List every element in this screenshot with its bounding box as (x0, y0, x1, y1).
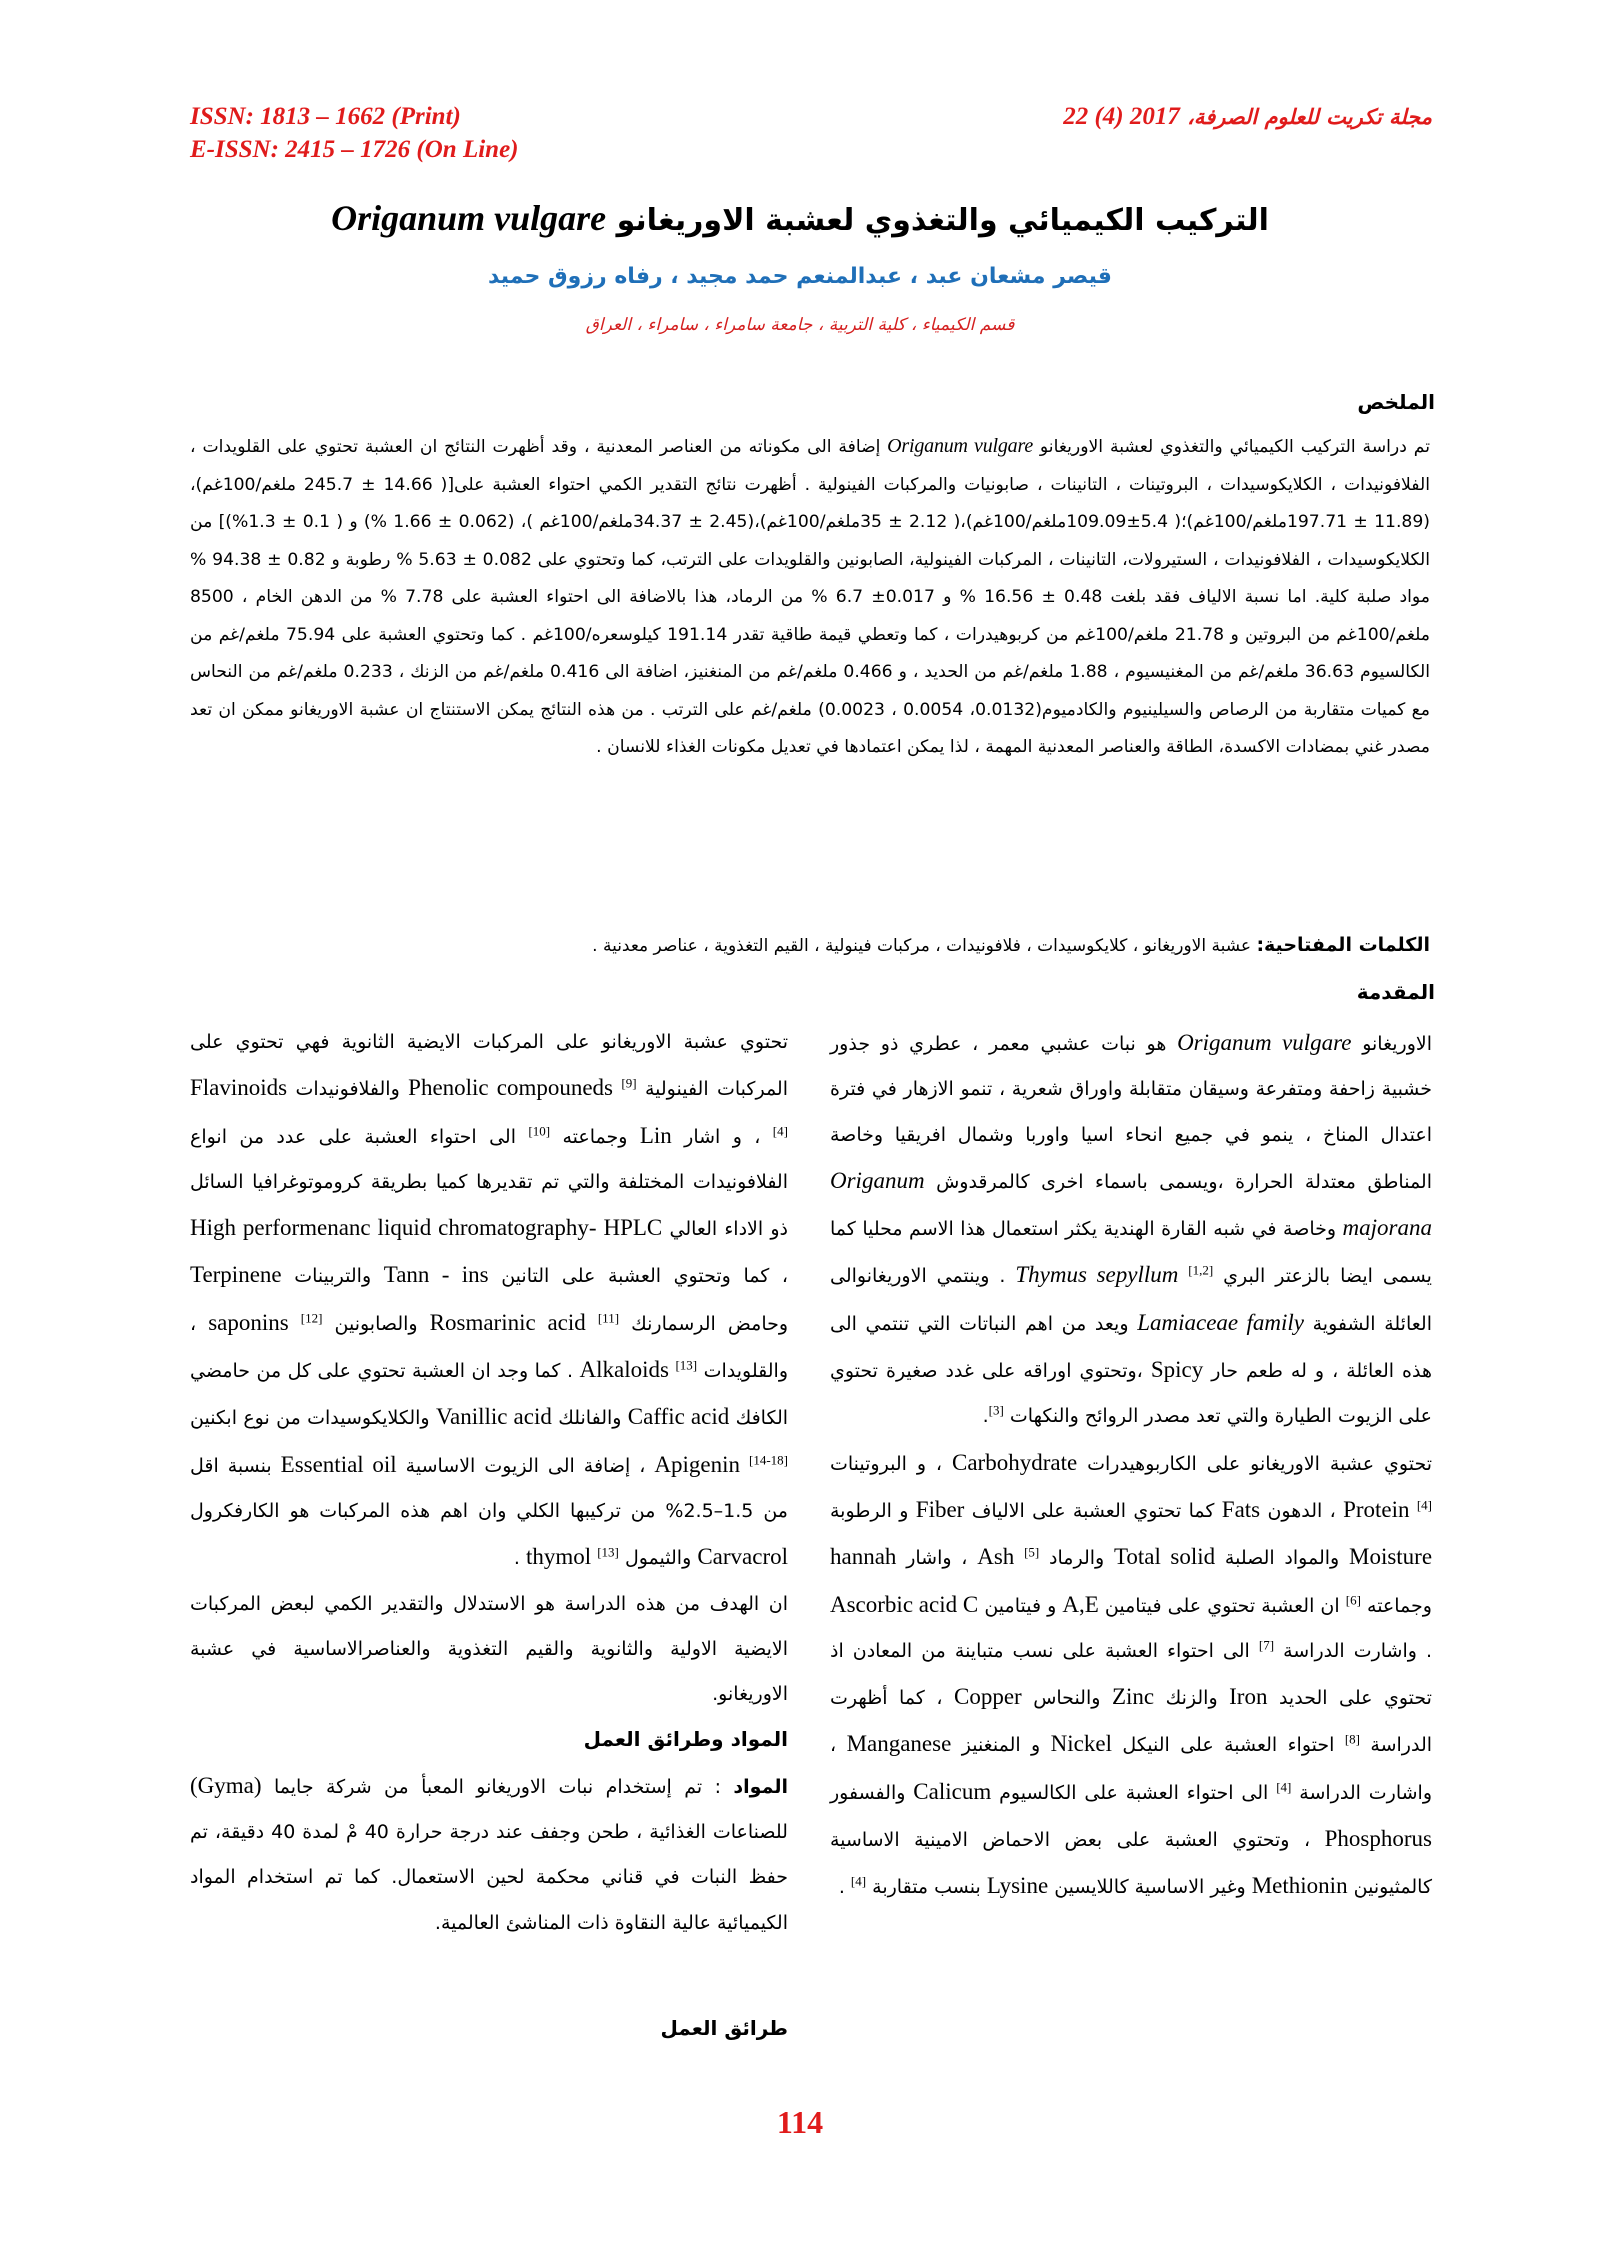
text-run: الى احتواء العشبة على عدد من انواع الفلافونيدات المختلفة والتي تم تقديرها كميا بطريقة كروموتوغرافيا السائل ذو الاداء العالي (190, 1125, 788, 1241)
citation-ref: [11] (597, 1310, 620, 1326)
english-term: Carvacrol (697, 1544, 788, 1570)
english-term: Rosmarinic acid (429, 1309, 586, 1335)
english-term: Nickel (1050, 1731, 1112, 1757)
text-run: ، واشارت الدراسة (830, 1734, 1432, 1804)
methods-heading: المواد وطرائق العمل (583, 1727, 788, 1752)
text-run: : تم إستخدام نبات الاوريغانو المعبأ من شركة جايما (273, 1775, 721, 1798)
text-run: ، واشار (906, 1547, 968, 1570)
text-run: و فيتامين (984, 1594, 1057, 1617)
text-run: وجماعته (1367, 1594, 1432, 1617)
citation-ref: [4] (1276, 1779, 1292, 1795)
text-run: والكلايكوسيدات من نوع ابكنين (190, 1407, 430, 1430)
species-name: Origanum majorana (830, 1167, 1432, 1241)
english-term: Tann - ins (383, 1262, 489, 1288)
english-term: Essential oil (280, 1451, 397, 1477)
text-run: ان العشبة تحتوي على فيتامين (1104, 1594, 1340, 1617)
text-run: و الرطوبة (830, 1499, 909, 1522)
family-name: Lamiaceae family (1137, 1309, 1304, 1335)
english-term: Carbohydrate (952, 1449, 1078, 1475)
english-term: Caffic acid (627, 1404, 730, 1430)
text-run: الى احتواء العشبة على نسب متباينة من المعادن اذ تحتوي على الحديد (830, 1639, 1432, 1710)
issn-block (190, 100, 519, 166)
text-run: والفلافونيدات (295, 1078, 400, 1101)
procedures-heading: طرائق العمل (660, 2015, 788, 2040)
text-run: . وينتمي الاوريغانوالى العائلة الشفوية (830, 1265, 1432, 1335)
english-term: Manganese (846, 1731, 952, 1757)
citation-ref: [6] (1345, 1592, 1361, 1608)
english-term: Lin (639, 1122, 672, 1148)
english-term: Zinc (1111, 1684, 1155, 1710)
text-run: هو نبات عشبي معمر ، عطري ذو جذور خشبية زاحفة ومتفرعة وسيقان متقابلة واوراق شعرية ، تنمو الازهار في فترة اعتدال المناخ ، ينمو في جميع انحاء اسيا واوربا وشمال افريقيا وخاصة المناطق معتدلة الحرارة ،ويسمى باسماء اخرى كالمرقدوش (830, 1033, 1432, 1193)
citation-ref: [7] (1258, 1637, 1275, 1653)
text-run: . (513, 1547, 520, 1570)
english-term: Phenolic compouneds (408, 1075, 613, 1101)
text-run: والفسفور (830, 1781, 906, 1804)
text-run: كما تحتوي العشبة على الالياف (971, 1499, 1215, 1522)
citation-ref: [13] (675, 1357, 698, 1373)
english-term: (Gyma) (190, 1772, 262, 1798)
authors: قيصر مشعان عبد ، عبدالمنعم حمد مجيد ، رفاه رزوق حميد (488, 264, 1112, 289)
text-run: الى احتواء العشبة على الكالسيوم (999, 1781, 1269, 1804)
keywords-text: عشبة الاوريغانو ، كلايكوسيدات ، فلافونيدات ، مركبات فينولية ، القيم التغذوية ، عناصر معدنية . (592, 936, 1252, 956)
introduction-left-column (190, 1020, 788, 2051)
english-term: Ash (977, 1544, 1015, 1570)
text-run: . كما وجد ان العشبة تحتوي على كل من حامضي الكافك (190, 1360, 789, 1430)
text-run: والصابونين (334, 1312, 418, 1335)
page-number: 114 (776, 2104, 824, 2140)
text-run: بنسب متقاربة (872, 1876, 981, 1899)
english-term: Iron (1229, 1684, 1268, 1710)
text-run: والزنك (1165, 1687, 1218, 1710)
english-term: Protein (1343, 1496, 1410, 1522)
keywords-label: الكلمات المفتاحية: (1256, 934, 1430, 956)
english-term: saponins (208, 1309, 289, 1335)
citation-ref: [5] (1024, 1544, 1040, 1560)
abstract-text: تم دراسة التركيب الكيميائي والتغذوي لعشبة الاوريغانو (1039, 437, 1431, 457)
english-term: Alkaloids (579, 1357, 669, 1383)
citation-ref: [3] (988, 1403, 1004, 1419)
introduction-right-column: الاوريغانو Origanum vulgare هو نبات عشبي معمر ، عطري ذو جذور خشبية زاحفة ومتفرعة وسيقان متقابلة واوراق شعرية ، تنمو الازهار في فترة اعتدال المناخ ، ينمو في جميع انحاء اسيا واوربا وشمال افريقيا وخاصة المناطق معتدلة الحرارة ،ويسمى باسماء اخرى كالمرقدوش Origanum majorana وخاصة في شبه القارة الهندية يكثر استعمال هذا الاسم محليا كما يسمى ايضا بالزعتر البري Thymus sepyllum [1,2] . وينتمي الاوريغانوالى العائلة الشفوية Lamiaceae family ويعد من اهم النباتات التي تنتمي الى هذه العائلة ، و له طعم حار Spicy ،وتحتوي اوراقه على غدد صغيرة تحتوي على الزيوت الطيارة والتي تعد مصدر الروائح والنكهات [3]. تحتوي عشبة الاوريغانو على الكاربوهيدرات Carbohydrate ، و البروتينات Protein [4] ، الدهون Fats كما تحتوي العشبة على الالياف Fiber و الرطوبة Moisture والمواد الصلبة Total solid والرماد Ash [5] ، واشار hannah وجماعته [6] ان العشبة تحتوي على فيتامين A,E و فيتامين Ascorbic acid C . واشارت الدراسة [7] الى احتواء العشبة على نسب متباينة من المعادن اذ تحتوي على الحديد Iron والزنك Zinc والنحاس Copper ، كما أظهرت الدراسة [8] احتواء العشبة على النيكل Nickel و المنغنيز Manganese ، واشارت الدراسة [4] الى احتواء العشبة على الكالسيوم Calicum والفسفور Phosphorus ، وتحتوي العشبة على بعض الاحماض الامينية الاساسية كالمثيونين Methionin وغير الاساسية كاللايسين Lysine بنسب متقاربة [4] . (830, 1030, 1433, 1899)
text-run: ، و اشار (684, 1125, 761, 1148)
english-term: Ascorbic acid C (830, 1591, 979, 1617)
english-term: Methionin (1251, 1873, 1348, 1899)
english-term: Calicum (913, 1778, 992, 1804)
journal-citation (1063, 100, 1432, 134)
paper-title (0, 198, 1600, 241)
english-term: Spicy (1150, 1357, 1204, 1383)
english-term: Terpinene (190, 1262, 282, 1288)
text-run: والفانلك (558, 1407, 622, 1430)
issn-print: ISSN: 1813 – 1662 (Print) (190, 103, 461, 130)
text-run: . واشارت الدراسة (1283, 1639, 1432, 1662)
citation-ref: [1,2] (1188, 1263, 1214, 1279)
issn-online: E-ISSN: 2415 – 1726 (On Line) (190, 136, 519, 163)
english-term: Vanillic acid (435, 1404, 552, 1430)
citation-ref: [12] (300, 1310, 323, 1326)
english-term: Fiber (915, 1496, 965, 1522)
english-term: Phosphorus (1324, 1826, 1432, 1852)
english-term: thymol (526, 1544, 592, 1570)
species-name: Origanum vulgare (1177, 1030, 1352, 1055)
citation-ref: [9] (621, 1075, 637, 1091)
text-run: والرماد (1049, 1547, 1105, 1570)
text-run: و المنغنيز (961, 1734, 1041, 1757)
title-arabic: التركيب الكيميائي والتغذوي لعشبة الاوريغانو (616, 203, 1269, 238)
text-run: بنسبة اقل من 1.5–2.5% من تركيبها الكلي وان اهم هذه المركبات هو الكارفكرول (190, 1454, 788, 1522)
text-run: تحتوي عشبة الاوريغانو على الكاربوهيدرات (1087, 1452, 1432, 1475)
text-run: ويعد من اهم النباتات التي تنتمي الى هذه العائلة ، و له طعم حار (830, 1312, 1432, 1383)
affiliation: قسم الكيمياء ، كلية التربية ، جامعة سامراء ، سامراء ، العراق (585, 315, 1015, 335)
english-term: Copper (953, 1684, 1022, 1710)
text-run: ، والقلويدات (190, 1312, 789, 1383)
text-run: . (838, 1876, 845, 1899)
citation-ref: [13] (597, 1544, 619, 1560)
text-run: ، كما وتحتوي العشبة على التانين (501, 1265, 789, 1288)
citation-ref: [8] (1344, 1732, 1360, 1748)
keywords (190, 930, 1430, 961)
english-term: A,E (1062, 1591, 1099, 1617)
species-name: Origanum vulgare (887, 435, 1033, 457)
citation-ref: [10] (528, 1123, 551, 1139)
species-name: Thymus sepyllum (1015, 1262, 1179, 1288)
text-run: ، و البروتينات (830, 1452, 943, 1475)
text-run: احتواء العشبة على النيكل (1122, 1734, 1335, 1757)
materials-label: المواد (733, 1775, 788, 1798)
text-run: ،وتحتوي اوراقه على غدد صغيرة تحتوي على الزيوت الطيارة والتي تعد مصدر الروائح والنكهات (830, 1360, 1432, 1428)
english-term: Moisture (1349, 1544, 1433, 1570)
journal-name: مجلة تكريت للعلوم الصرفة، (1187, 105, 1432, 129)
citation-ref: [4] (772, 1123, 788, 1139)
english-term: hannah (830, 1544, 897, 1570)
english-term: Lysine (986, 1873, 1049, 1899)
english-term: Total solid (1113, 1544, 1216, 1570)
text-run: والتربينات (294, 1265, 372, 1288)
text-run: تحتوي عشبة الاوريغانو على المركبات الايضية الثانوية فهي تحتوي على المركبات الفينولية (190, 1031, 788, 1101)
citation-ref: [14-18] (748, 1452, 788, 1468)
text-run: ، وتحتوي العشبة على بعض الاحماض الامينية الاساسية كالمثيونين (830, 1829, 1432, 1899)
text-run: وخاصة في شبه القارة الهندية يكثر استعمال هذا الاسم محليا كما يسمى ايضا بالزعتر البري (830, 1218, 1432, 1288)
text-run: والمواد الصلبة (1224, 1547, 1340, 1570)
text-run: والنحاس (1033, 1687, 1101, 1710)
text-run: ، الدهون (1267, 1499, 1336, 1522)
text-run: للصناعات الغذائية ، طحن وجفف عند درجة حرارة 40 مْ لمدة 40 دقيقة، تم حفظ النبات في قناني محكمة لحين الاستعمال. كما تم استخدام المواد الكيميائية عالية النقاوة ذات المناشئ العالمية. (190, 1821, 788, 1934)
study-aim: ان الهدف من هذه الدراسة هو الاستدلال والتقدير الكمي لبعض المركبات الايضية الاولية والثانوية والقيم التغذوية والعناصرالاساسية في عشبة الاوريغانو. (190, 1592, 788, 1706)
english-term: Fats (1221, 1496, 1261, 1522)
citation-ref: [4] (850, 1874, 867, 1890)
text-run: ، كما أظهرت الدراسة (830, 1687, 1433, 1757)
introduction-heading: المقدمة (1356, 980, 1435, 1004)
text-run: وجماعته (562, 1125, 628, 1148)
text-run: والثيمول (624, 1547, 692, 1570)
text-run: وحامض الرسمارنك (631, 1312, 789, 1335)
text-run: وغير الاساسية كاللايسين (1054, 1876, 1246, 1899)
english-term: High performenanc liquid chromatography- HPLC (190, 1215, 663, 1241)
abstract-text: إضافة الى مكوناته من العناصر المعدنية ، وقد أظهرت النتائج ان العشبة تحتوي على القلويدات ، الفلافونيدات ، الكلايكوسيدات ، البروتينات ، التانينات ، صابونيات والمركبات الفينولية . أظهرت نتائج التقدير الكمي احتواء العشبة على[( 14.66 ± 245.7 ملغم/100غم)، (11.89 ± 197.71ملغم/100غم)؛( 5.4±109.09ملغم/100غم)،( 2.12 ± 35ملغم/100غم)،(2.45 ± 34.37ملغم/100غم )، (0.062 ± 1.66 %) و ( 0.1 ± 1.3%)] من الكلايكوسيدات ، الفلافونيدات ، الستيرولات، التانينات ، المركبات الفينولية، الصابونين والقلويدات على الترتب، كما وتحتوي على 0.082 ± 5.63 % رطوبة و 0.82 ± 94.38 % مواد صلبة كلية. اما نسبة الالياف فقد بلغت 0.48 ± 16.56 % و 0.017± 6.7 % من الرماد، هذا بالاضافة الى احتواء العشبة على 7.78 % من الدهن الخام ، 8500 ملغم/100غم من البروتين و 21.78 ملغم/100غم من كربوهيدرات ، كما وتعطي قيمة طاقية تقدر 191.14 كيلوسعره/100غم . كما وتحتوي العشبة على 75.94 ملغم/غم من الكالسيوم 36.63 ملغم/غم من المغنيسيوم ، 1.88 ملغم/غم من الحديد ، و 0.466 ملغم/غم من المنغنيز، اضافة الى 0.416 ملغم/غم من الزنك ، 0.233 ملغم/غم من النحاس مع كميات متقاربة من الرصاص والسيلينيوم والكادميوم(0.0132، 0.0054 ، 0.0023) ملغم/غم على الترتب . من هذه النتائج يمكن الاستنتاج ان عشبة الاوريغانو ممكن ان تعد مصدر غني بمضادات الاكسدة، الطاقة والعناصر المعدنية المهمة ، لذا يمكن اعتمادها في تعديل مكونات الغذاء للانسان . (190, 437, 1431, 757)
title-latin: Origanum vulgare (331, 198, 607, 238)
text-run: ، إضافة الى الزيوت الاساسية (405, 1454, 646, 1477)
english-term: Flavinoids (190, 1075, 288, 1101)
abstract-body (190, 428, 1430, 767)
english-term: Apigenin (654, 1451, 740, 1477)
abstract-heading: الملخص (1357, 390, 1435, 414)
volume-issue-year: 22 (4) 2017 (1063, 103, 1180, 130)
text-run: الاوريغانو (1362, 1033, 1432, 1055)
citation-ref: [4] (1416, 1497, 1433, 1513)
